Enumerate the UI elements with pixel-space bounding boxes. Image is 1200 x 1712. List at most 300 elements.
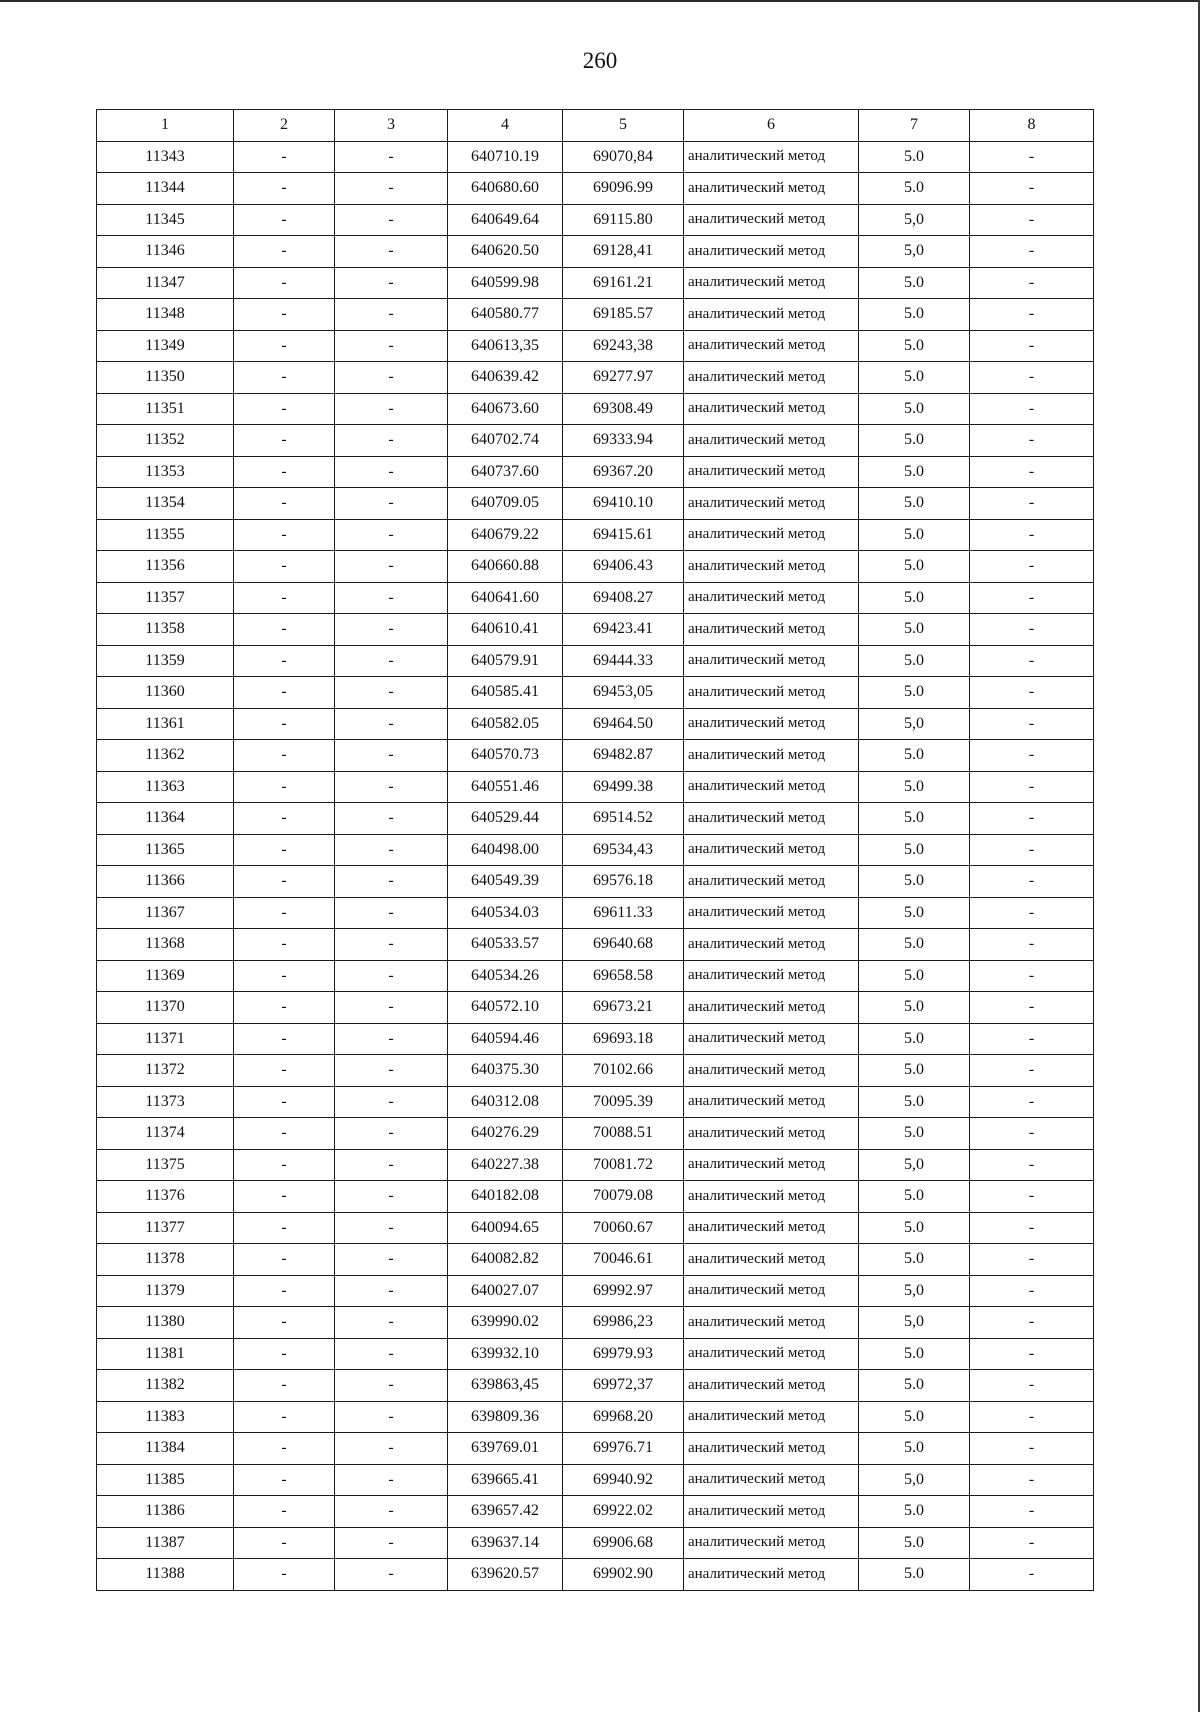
y-coordinate-cell: 69115.80 (563, 204, 684, 236)
method-cell: аналитический метод (684, 393, 859, 425)
col8-cell: - (970, 960, 1094, 992)
table-row (97, 173, 1094, 205)
col2-cell: - (234, 1496, 335, 1528)
col2-cell: - (234, 1055, 335, 1087)
col8-cell: - (970, 708, 1094, 740)
y-coordinate-cell: 69308.49 (563, 393, 684, 425)
table-row (97, 677, 1094, 709)
table-row (97, 1527, 1094, 1559)
point-number-cell: 11381 (97, 1338, 234, 1370)
y-coordinate-cell: 69972,37 (563, 1370, 684, 1402)
method-cell: аналитический метод (684, 771, 859, 803)
y-coordinate-cell: 69464.50 (563, 708, 684, 740)
point-number-cell: 11377 (97, 1212, 234, 1244)
col8-cell: - (970, 866, 1094, 898)
col3-cell: - (335, 425, 448, 457)
point-number-cell: 11371 (97, 1023, 234, 1055)
col8-cell: - (970, 1496, 1094, 1528)
method-cell: аналитический метод (684, 1149, 859, 1181)
y-coordinate-cell: 70102.66 (563, 1055, 684, 1087)
col3-cell: - (335, 519, 448, 551)
table-row (97, 1055, 1094, 1087)
accuracy-cell: 5.0 (859, 519, 970, 551)
x-coordinate-cell: 640533.57 (448, 929, 563, 961)
col8-cell: - (970, 1401, 1094, 1433)
x-coordinate-cell: 639637.14 (448, 1527, 563, 1559)
point-number-cell: 11374 (97, 1118, 234, 1150)
col2-cell: - (234, 267, 335, 299)
col3-cell: - (335, 551, 448, 583)
method-cell: аналитический метод (684, 551, 859, 583)
col8-cell: - (970, 645, 1094, 677)
table-row (97, 393, 1094, 425)
col2-cell: - (234, 1118, 335, 1150)
y-coordinate-cell: 69640.68 (563, 929, 684, 961)
col3-cell: - (335, 1496, 448, 1528)
table-row (97, 1559, 1094, 1591)
table-row (97, 614, 1094, 646)
col3-cell: - (335, 1212, 448, 1244)
table-row (97, 204, 1094, 236)
accuracy-cell: 5.0 (859, 1181, 970, 1213)
accuracy-cell: 5.0 (859, 1055, 970, 1087)
col3-cell: - (335, 267, 448, 299)
method-cell: аналитический метод (684, 740, 859, 772)
method-cell: аналитический метод (684, 960, 859, 992)
x-coordinate-cell: 640660.88 (448, 551, 563, 583)
table-row (97, 1212, 1094, 1244)
y-coordinate-cell: 69161.21 (563, 267, 684, 299)
table-row (97, 299, 1094, 331)
point-number-cell: 11348 (97, 299, 234, 331)
method-cell: аналитический метод (684, 803, 859, 835)
y-coordinate-cell: 69906.68 (563, 1527, 684, 1559)
y-coordinate-cell: 70095.39 (563, 1086, 684, 1118)
col8-cell: - (970, 141, 1094, 173)
table-row (97, 1496, 1094, 1528)
col3-cell: - (335, 677, 448, 709)
accuracy-cell: 5.0 (859, 173, 970, 205)
col2-cell: - (234, 1244, 335, 1276)
col2-cell: - (234, 299, 335, 331)
point-number-cell: 11378 (97, 1244, 234, 1276)
y-coordinate-cell: 69128,41 (563, 236, 684, 268)
x-coordinate-cell: 640610.41 (448, 614, 563, 646)
col8-cell: - (970, 740, 1094, 772)
y-coordinate-cell: 69693.18 (563, 1023, 684, 1055)
y-coordinate-cell: 69444.33 (563, 645, 684, 677)
accuracy-cell: 5.0 (859, 425, 970, 457)
x-coordinate-cell: 640737.60 (448, 456, 563, 488)
col2-cell: - (234, 1527, 335, 1559)
col3-cell: - (335, 803, 448, 835)
method-cell: аналитический метод (684, 362, 859, 394)
method-cell: аналитический метод (684, 1338, 859, 1370)
y-coordinate-cell: 69482.87 (563, 740, 684, 772)
point-number-cell: 11370 (97, 992, 234, 1024)
accuracy-cell: 5,0 (859, 204, 970, 236)
table-row (97, 1370, 1094, 1402)
col2-cell: - (234, 1181, 335, 1213)
accuracy-cell: 5.0 (859, 677, 970, 709)
col2-cell: - (234, 425, 335, 457)
method-cell: аналитический метод (684, 614, 859, 646)
x-coordinate-cell: 640182.08 (448, 1181, 563, 1213)
col3-cell: - (335, 834, 448, 866)
col2-cell: - (234, 393, 335, 425)
point-number-cell: 11361 (97, 708, 234, 740)
coordinates-table (96, 109, 1094, 1591)
y-coordinate-cell: 69976.71 (563, 1433, 684, 1465)
table-row (97, 1023, 1094, 1055)
col2-cell: - (234, 708, 335, 740)
col2-cell: - (234, 582, 335, 614)
point-number-cell: 11379 (97, 1275, 234, 1307)
point-number-cell: 11368 (97, 929, 234, 961)
accuracy-cell: 5.0 (859, 488, 970, 520)
x-coordinate-cell: 640702.74 (448, 425, 563, 457)
col8-cell: - (970, 803, 1094, 835)
col2-cell: - (234, 1275, 335, 1307)
table-row (97, 708, 1094, 740)
col3-cell: - (335, 393, 448, 425)
table-row (97, 929, 1094, 961)
col3-cell: - (335, 1559, 448, 1591)
table-body (97, 141, 1094, 1590)
method-cell: аналитический метод (684, 1212, 859, 1244)
table-row (97, 645, 1094, 677)
accuracy-cell: 5.0 (859, 897, 970, 929)
method-cell: аналитический метод (684, 1433, 859, 1465)
method-cell: аналитический метод (684, 1559, 859, 1591)
y-coordinate-cell: 69070,84 (563, 141, 684, 173)
col8-cell: - (970, 929, 1094, 961)
x-coordinate-cell: 640534.03 (448, 897, 563, 929)
col3-cell: - (335, 488, 448, 520)
y-coordinate-cell: 70081.72 (563, 1149, 684, 1181)
accuracy-cell: 5.0 (859, 1559, 970, 1591)
col8-cell: - (970, 488, 1094, 520)
col2-cell: - (234, 740, 335, 772)
point-number-cell: 11375 (97, 1149, 234, 1181)
col2-cell: - (234, 488, 335, 520)
y-coordinate-cell: 69986,23 (563, 1307, 684, 1339)
point-number-cell: 11343 (97, 141, 234, 173)
col2-cell: - (234, 614, 335, 646)
x-coordinate-cell: 640639.42 (448, 362, 563, 394)
method-cell: аналитический метод (684, 708, 859, 740)
col2-cell: - (234, 929, 335, 961)
table-row (97, 141, 1094, 173)
point-number-cell: 11347 (97, 267, 234, 299)
col8-cell: - (970, 1149, 1094, 1181)
accuracy-cell: 5,0 (859, 708, 970, 740)
table-row (97, 267, 1094, 299)
col8-cell: - (970, 1055, 1094, 1087)
col3-cell: - (335, 708, 448, 740)
method-cell: аналитический метод (684, 456, 859, 488)
col2-cell: - (234, 1023, 335, 1055)
point-number-cell: 11382 (97, 1370, 234, 1402)
col8-cell: - (970, 582, 1094, 614)
accuracy-cell: 5.0 (859, 1118, 970, 1150)
accuracy-cell: 5.0 (859, 1212, 970, 1244)
col8-cell: - (970, 1370, 1094, 1402)
method-cell: аналитический метод (684, 582, 859, 614)
table-row (97, 1401, 1094, 1433)
col2-cell: - (234, 1212, 335, 1244)
col2-cell: - (234, 834, 335, 866)
col8-cell: - (970, 456, 1094, 488)
y-coordinate-cell: 69940.92 (563, 1464, 684, 1496)
col3-cell: - (335, 1338, 448, 1370)
col8-cell: - (970, 236, 1094, 268)
col3-cell: - (335, 1370, 448, 1402)
col8-cell: - (970, 519, 1094, 551)
point-number-cell: 11345 (97, 204, 234, 236)
col3-cell: - (335, 1275, 448, 1307)
col2-cell: - (234, 204, 335, 236)
accuracy-cell: 5.0 (859, 1527, 970, 1559)
col8-cell: - (970, 897, 1094, 929)
method-cell: аналитический метод (684, 330, 859, 362)
x-coordinate-cell: 640579.91 (448, 645, 563, 677)
col3-cell: - (335, 1023, 448, 1055)
point-number-cell: 11365 (97, 834, 234, 866)
accuracy-cell: 5.0 (859, 1370, 970, 1402)
method-cell: аналитический метод (684, 1086, 859, 1118)
point-number-cell: 11386 (97, 1496, 234, 1528)
y-coordinate-cell: 70079.08 (563, 1181, 684, 1213)
table-row (97, 1275, 1094, 1307)
col3-cell: - (335, 456, 448, 488)
accuracy-cell: 5.0 (859, 362, 970, 394)
col8-cell: - (970, 1086, 1094, 1118)
table-row (97, 362, 1094, 394)
col3-cell: - (335, 204, 448, 236)
method-cell: аналитический метод (684, 897, 859, 929)
point-number-cell: 11376 (97, 1181, 234, 1213)
method-cell: аналитический метод (684, 267, 859, 299)
point-number-cell: 11384 (97, 1433, 234, 1465)
method-cell: аналитический метод (684, 1244, 859, 1276)
accuracy-cell: 5,0 (859, 1464, 970, 1496)
col3-cell: - (335, 173, 448, 205)
col8-cell: - (970, 173, 1094, 205)
col2-cell: - (234, 866, 335, 898)
x-coordinate-cell: 639990.02 (448, 1307, 563, 1339)
accuracy-cell: 5.0 (859, 1401, 970, 1433)
point-number-cell: 11388 (97, 1559, 234, 1591)
point-number-cell: 11360 (97, 677, 234, 709)
point-number-cell: 11346 (97, 236, 234, 268)
accuracy-cell: 5.0 (859, 929, 970, 961)
accuracy-cell: 5.0 (859, 834, 970, 866)
x-coordinate-cell: 640710.19 (448, 141, 563, 173)
col2-cell: - (234, 897, 335, 929)
accuracy-cell: 5.0 (859, 1338, 970, 1370)
table-row (97, 551, 1094, 583)
x-coordinate-cell: 640227.38 (448, 1149, 563, 1181)
table-row (97, 330, 1094, 362)
col2-cell: - (234, 1370, 335, 1402)
col3-cell: - (335, 362, 448, 394)
col8-cell: - (970, 1181, 1094, 1213)
col2-cell: - (234, 803, 335, 835)
col3-cell: - (335, 897, 448, 929)
col2-cell: - (234, 456, 335, 488)
col3-cell: - (335, 236, 448, 268)
y-coordinate-cell: 69408.27 (563, 582, 684, 614)
accuracy-cell: 5.0 (859, 299, 970, 331)
accuracy-cell: 5.0 (859, 582, 970, 614)
col3-cell: - (335, 1181, 448, 1213)
x-coordinate-cell: 640582.05 (448, 708, 563, 740)
col3-cell: - (335, 1244, 448, 1276)
point-number-cell: 11358 (97, 614, 234, 646)
table-row (97, 1464, 1094, 1496)
table-row (97, 456, 1094, 488)
point-number-cell: 11385 (97, 1464, 234, 1496)
x-coordinate-cell: 640599.98 (448, 267, 563, 299)
y-coordinate-cell: 70046.61 (563, 1244, 684, 1276)
point-number-cell: 11357 (97, 582, 234, 614)
table-row (97, 1149, 1094, 1181)
method-cell: аналитический метод (684, 1118, 859, 1150)
method-cell: аналитический метод (684, 1055, 859, 1087)
point-number-cell: 11364 (97, 803, 234, 835)
x-coordinate-cell: 639769.01 (448, 1433, 563, 1465)
accuracy-cell: 5.0 (859, 992, 970, 1024)
method-cell: аналитический метод (684, 299, 859, 331)
point-number-cell: 11363 (97, 771, 234, 803)
col3-cell: - (335, 330, 448, 362)
accuracy-cell: 5.0 (859, 866, 970, 898)
x-coordinate-cell: 640613,35 (448, 330, 563, 362)
col8-cell: - (970, 1118, 1094, 1150)
col2-cell: - (234, 1464, 335, 1496)
col8-cell: - (970, 393, 1094, 425)
point-number-cell: 11356 (97, 551, 234, 583)
col2-cell: - (234, 173, 335, 205)
table-header-row (97, 110, 1094, 142)
x-coordinate-cell: 640673.60 (448, 393, 563, 425)
col8-cell: - (970, 551, 1094, 583)
x-coordinate-cell: 639809.36 (448, 1401, 563, 1433)
accuracy-cell: 5,0 (859, 1307, 970, 1339)
col8-cell: - (970, 362, 1094, 394)
col8-cell: - (970, 677, 1094, 709)
table-row (97, 519, 1094, 551)
method-cell: аналитический метод (684, 1527, 859, 1559)
col8-cell: - (970, 1464, 1094, 1496)
x-coordinate-cell: 640649.64 (448, 204, 563, 236)
col8-cell: - (970, 1307, 1094, 1339)
table-row (97, 425, 1094, 457)
col8-cell: - (970, 204, 1094, 236)
col3-cell: - (335, 1149, 448, 1181)
point-number-cell: 11362 (97, 740, 234, 772)
x-coordinate-cell: 640570.73 (448, 740, 563, 772)
col8-cell: - (970, 299, 1094, 331)
col8-cell: - (970, 614, 1094, 646)
x-coordinate-cell: 640529.44 (448, 803, 563, 835)
method-cell: аналитический метод (684, 1023, 859, 1055)
table-row (97, 866, 1094, 898)
method-cell: аналитический метод (684, 1275, 859, 1307)
col2-cell: - (234, 677, 335, 709)
method-cell: аналитический метод (684, 645, 859, 677)
y-coordinate-cell: 70060.67 (563, 1212, 684, 1244)
col8-cell: - (970, 425, 1094, 457)
x-coordinate-cell: 640276.29 (448, 1118, 563, 1150)
col3-cell: - (335, 771, 448, 803)
x-coordinate-cell: 640585.41 (448, 677, 563, 709)
accuracy-cell: 5.0 (859, 740, 970, 772)
y-coordinate-cell: 69415.61 (563, 519, 684, 551)
column-header: 2 (234, 110, 335, 142)
y-coordinate-cell: 69968.20 (563, 1401, 684, 1433)
col3-cell: - (335, 582, 448, 614)
method-cell: аналитический метод (684, 834, 859, 866)
method-cell: аналитический метод (684, 519, 859, 551)
accuracy-cell: 5.0 (859, 141, 970, 173)
y-coordinate-cell: 69406.43 (563, 551, 684, 583)
column-header: 8 (970, 110, 1094, 142)
method-cell: аналитический метод (684, 1401, 859, 1433)
col8-cell: - (970, 771, 1094, 803)
y-coordinate-cell: 69576.18 (563, 866, 684, 898)
col2-cell: - (234, 645, 335, 677)
col3-cell: - (335, 645, 448, 677)
x-coordinate-cell: 640534.26 (448, 960, 563, 992)
table-row (97, 897, 1094, 929)
accuracy-cell: 5.0 (859, 960, 970, 992)
col8-cell: - (970, 1527, 1094, 1559)
y-coordinate-cell: 69514.52 (563, 803, 684, 835)
table-row (97, 740, 1094, 772)
col3-cell: - (335, 299, 448, 331)
y-coordinate-cell: 69658.58 (563, 960, 684, 992)
accuracy-cell: 5.0 (859, 330, 970, 362)
table-row (97, 1433, 1094, 1465)
accuracy-cell: 5.0 (859, 645, 970, 677)
accuracy-cell: 5.0 (859, 1244, 970, 1276)
table-row (97, 236, 1094, 268)
x-coordinate-cell: 639620.57 (448, 1559, 563, 1591)
x-coordinate-cell: 639932.10 (448, 1338, 563, 1370)
point-number-cell: 11372 (97, 1055, 234, 1087)
x-coordinate-cell: 640580.77 (448, 299, 563, 331)
y-coordinate-cell: 69922.02 (563, 1496, 684, 1528)
method-cell: аналитический метод (684, 866, 859, 898)
accuracy-cell: 5,0 (859, 236, 970, 268)
col2-cell: - (234, 330, 335, 362)
col3-cell: - (335, 1527, 448, 1559)
x-coordinate-cell: 640312.08 (448, 1086, 563, 1118)
col2-cell: - (234, 519, 335, 551)
method-cell: аналитический метод (684, 141, 859, 173)
y-coordinate-cell: 69185.57 (563, 299, 684, 331)
col3-cell: - (335, 929, 448, 961)
col2-cell: - (234, 992, 335, 1024)
method-cell: аналитический метод (684, 425, 859, 457)
col8-cell: - (970, 1212, 1094, 1244)
col3-cell: - (335, 740, 448, 772)
col2-cell: - (234, 1338, 335, 1370)
point-number-cell: 11367 (97, 897, 234, 929)
method-cell: аналитический метод (684, 929, 859, 961)
